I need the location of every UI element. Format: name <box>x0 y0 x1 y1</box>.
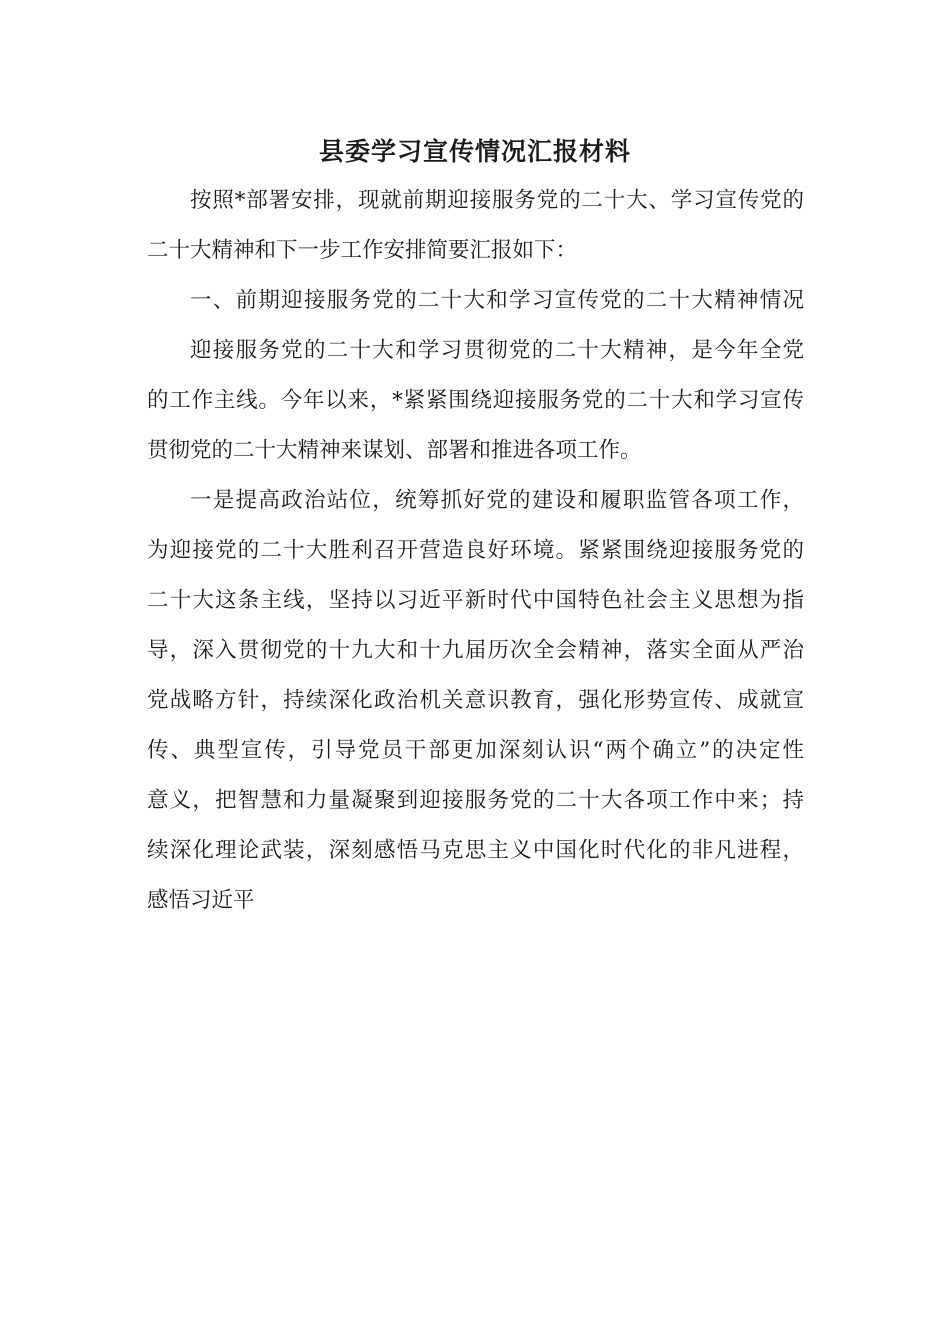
paragraph-line: 传、典型宣传，引导党员干部更加深刻认识“两个确立”的决定性 <box>147 738 804 763</box>
paragraph-line: 贯彻党的二十大精神来谋划、部署和推进各项工作。 <box>147 438 642 463</box>
document-title: 县委学习宣传情况汇报材料 <box>318 137 631 166</box>
paragraph-line: 导，深入贯彻党的十九大和十九届历次全会精神，落实全面从严治 <box>147 638 804 663</box>
paragraph-line: 意义，把智慧和力量凝聚到迎接服务党的二十大各项工作中来；持 <box>147 788 804 813</box>
paragraph-line: 一是提高政治站位，统筹抓好党的建设和履职监管各项工作， <box>190 488 804 513</box>
paragraph-line: 的工作主线。今年以来，*紧紧围绕迎接服务党的二十大和学习宣传 <box>147 388 804 413</box>
paragraph-line: 感悟习近平 <box>147 888 255 913</box>
paragraph-line: 续深化理论武装，深刻感悟马克思主义中国化时代化的非凡进程， <box>147 838 804 863</box>
paragraph-line: 为迎接党的二十大胜利召开营造良好环境。紧紧围绕迎接服务党的 <box>147 538 804 563</box>
paragraph-line: 迎接服务党的二十大和学习贯彻党的二十大精神，是今年全党 <box>190 338 804 363</box>
paragraph-line: 按照*部署安排，现就前期迎接服务党的二十大、学习宣传党的 <box>190 188 804 213</box>
paragraph-line: 党战略方针，持续深化政治机关意识教育，强化形势宣传、成就宣 <box>147 688 804 713</box>
paragraph-line: 二十大精神和下一步工作安排简要汇报如下： <box>147 238 578 263</box>
section-heading: 一、前期迎接服务党的二十大和学习宣传党的二十大精神情况 <box>190 288 804 313</box>
paragraph-line: 二十大这条主线，坚持以习近平新时代中国特色社会主义思想为指 <box>147 588 804 613</box>
